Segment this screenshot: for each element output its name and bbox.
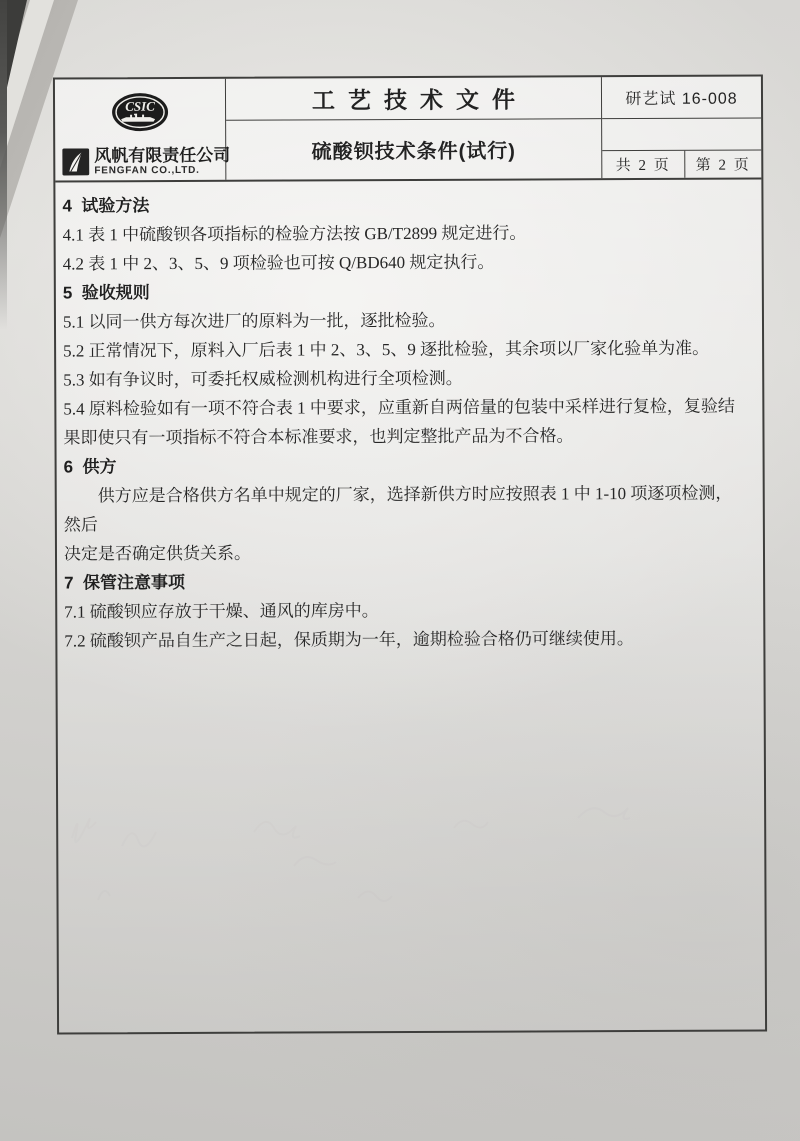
page-current: 第 2 页 [695, 157, 751, 174]
document-body [55, 179, 763, 655]
fengfan-sail-logo-icon [62, 148, 89, 175]
company-identity [62, 146, 230, 177]
section-heading-6: 6 供方 [63, 457, 117, 477]
doc-number: 研艺试 16-008 [602, 76, 761, 119]
company-name-en: FENGFAN CO.,LTD. [94, 164, 200, 177]
section-heading-5: 5 验收规则 [62, 283, 150, 303]
body-line: 4.1 表 1 中硫酸钡各项指标的检验方法按 GB/T2899 规定进行。 [62, 223, 527, 245]
csic-oval-logo-icon [111, 92, 169, 132]
header-meta-cell [602, 76, 761, 178]
document-table [53, 74, 767, 1034]
photo-left-edge-shadow [0, 0, 7, 330]
company-name-cn: 风帆有限责任公司 [94, 145, 231, 166]
doc-type-title: 工艺技术文件 [226, 77, 601, 121]
body-line: 5.2 正常情况下，原料入厂后表 1 中 2、3、5、9 逐批检验，其余项以厂家化验单为准。 [63, 338, 710, 361]
page-total: 共 2 页 [602, 151, 685, 178]
header-logo-cell [55, 79, 231, 181]
body-line: 7.2 硫酸钡产品自生产之日起，保质期为一年，逾期检验合格仍可继续使用。 [64, 629, 634, 651]
section-heading-4: 4 试验方法 [62, 196, 150, 216]
body-line: 5.4 原料检验如有一项不符合表 1 中要求，应重新自两倍量的包装中采样进行复检，复验结 [63, 396, 735, 419]
meta-empty-cell [602, 118, 761, 151]
doc-title: 硫酸钡技术条件(试行) [311, 140, 516, 164]
body-line: 4.2 表 1 中 2、3、5、9 项检验也可按 Q/BD640 规定执行。 [62, 252, 495, 274]
body-line: 5.1 以同一供方每次进厂的原料为一批，逐批检验。 [62, 310, 446, 332]
body-line: 供方应是合格供方名单中规定的厂家，选择新供方时应按照表 1 中 1-10 项逐项检测，然后 [63, 483, 733, 535]
page-info-row [602, 150, 761, 178]
document-header [55, 76, 761, 182]
section-heading-7: 7 保管注意事项 [64, 572, 186, 593]
body-line: 决定是否确定供货关系。 [63, 543, 252, 564]
header-title-cell [226, 77, 602, 180]
body-line: 7.1 硫酸钡应存放于干燥、通风的库房中。 [64, 601, 379, 622]
body-line: 5.3 如有争议时，可委托权威检测机构进行全项检测。 [63, 368, 463, 390]
csic-logo-text: CSIC [125, 98, 155, 114]
body-line: 果即使只有一项指标不符合本标准要求，也判定整批产品为不合格。 [63, 426, 574, 448]
